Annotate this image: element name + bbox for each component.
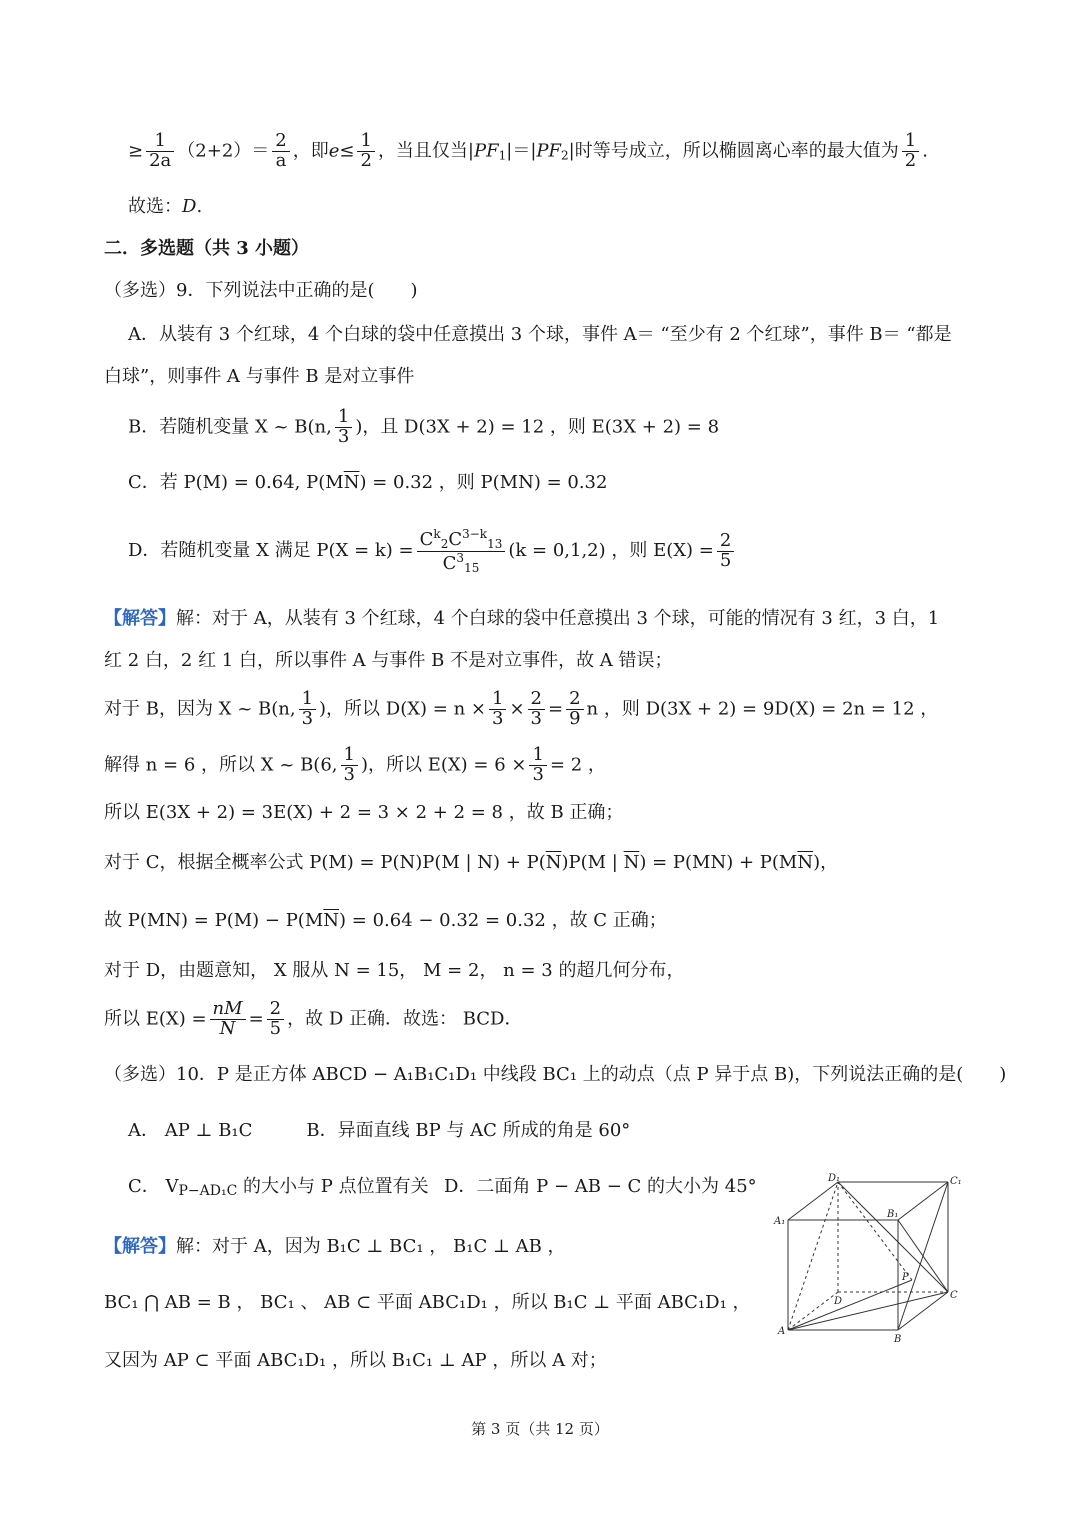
text: )P(M | bbox=[561, 852, 624, 873]
text: . bbox=[922, 140, 928, 162]
label-p: P bbox=[902, 1272, 909, 1283]
numerator: nM bbox=[210, 1000, 246, 1020]
text: 所以 E(X) = bbox=[104, 1008, 207, 1030]
fraction bbox=[341, 746, 358, 785]
q10-option-d: D．二面角 P − AB − C 的大小为 45° bbox=[444, 1176, 757, 1197]
cube-figure bbox=[768, 1172, 980, 1350]
numerator: 1 bbox=[146, 132, 174, 152]
text: ) = 0.32 ，则 P(MN) = 0.32 bbox=[359, 472, 608, 493]
sol9-line2: 红 2 白，2 红 1 白，所以事件 A 与事件 B 不是对立事件，故 A 错误； bbox=[104, 650, 673, 671]
numerator: 1 bbox=[357, 132, 374, 152]
text: )，所以 E(X) = 6 × bbox=[360, 754, 527, 776]
fraction bbox=[528, 690, 545, 729]
text: C．若 P(M) = 0.64, P(M bbox=[128, 472, 344, 493]
solution-tag: 【解答】 bbox=[104, 1236, 176, 1257]
pf2: PF bbox=[536, 140, 562, 162]
sol10-line2: BC₁ ⋂ AB = B ， BC₁ 、 AB ⊂ 平面 ABC₁D₁ ，所以 B₁C ⊥ 平面 ABC₁D₁ ， bbox=[104, 1292, 751, 1313]
answer-letter: D bbox=[182, 196, 197, 217]
c-symbol: C bbox=[442, 552, 457, 574]
variable-e: e bbox=[328, 140, 340, 162]
text: ) = P(MN) + P(M bbox=[639, 852, 798, 873]
text: × bbox=[509, 698, 525, 720]
subscript: 1 bbox=[498, 148, 507, 163]
sol9-line3 bbox=[104, 690, 938, 729]
text: ，故 D 正确．故选： BCD． bbox=[287, 1008, 523, 1030]
denominator: 5 bbox=[719, 549, 732, 571]
q9-stem: （多选）9．下列说法中正确的是( ) bbox=[104, 280, 418, 301]
fraction bbox=[272, 132, 289, 171]
geq-sign: ≥ bbox=[128, 140, 144, 162]
denominator: 3 bbox=[301, 707, 314, 729]
n-bar: $\overline{N}$ bbox=[623, 852, 640, 873]
denominator: N bbox=[219, 1017, 236, 1039]
fraction bbox=[717, 529, 734, 571]
n-bar: $\overline{N}$ bbox=[343, 472, 360, 493]
label-a1: A₁ bbox=[774, 1216, 786, 1227]
text: D．若随机变量 X 满足 P(X = k) = bbox=[128, 540, 414, 562]
fraction bbox=[529, 746, 546, 785]
text: . bbox=[196, 196, 203, 217]
denominator: 2 bbox=[360, 149, 372, 171]
section-title: 二．多选题（共 3 小题） bbox=[104, 238, 310, 259]
hidden-line-d1-p bbox=[838, 1182, 912, 1280]
fraction bbox=[357, 132, 374, 171]
fraction bbox=[489, 690, 506, 729]
text: 对于 B，因为 X ~ B(n, bbox=[104, 698, 296, 720]
text: n ，则 D(3X + 2) = 9D(X) = 2n = 12 ， bbox=[586, 698, 939, 720]
denominator: 2 bbox=[904, 149, 917, 171]
label-d1: D₁ bbox=[828, 1173, 841, 1184]
text: |时等号成立，所以椭圆离心率的最大值为 bbox=[568, 140, 899, 162]
text: = bbox=[248, 1008, 264, 1030]
q9-option-b bbox=[128, 408, 719, 447]
numerator: 1 bbox=[335, 408, 352, 428]
sol10-line1 bbox=[104, 1236, 566, 1258]
label-d: D bbox=[834, 1296, 843, 1307]
numerator: 2 bbox=[272, 132, 289, 152]
numerator: 1 bbox=[489, 690, 506, 710]
denominator: 3 bbox=[492, 707, 504, 729]
text: (k = 0,1,2) ，则 E(X) = bbox=[508, 540, 714, 562]
label-b: B bbox=[894, 1334, 902, 1345]
text: 解：对于 A，因为 B₁C ⊥ BC₁ ， B₁C ⊥ AB ， bbox=[176, 1236, 566, 1257]
numerator: 2 bbox=[717, 532, 734, 552]
text: )，且 D(3X + 2) = 12 ，则 E(3X + 2) = 8 bbox=[355, 416, 720, 438]
text: ，当且仅当| bbox=[377, 140, 475, 162]
superscript: k bbox=[433, 527, 441, 541]
numerator: 2 bbox=[566, 690, 583, 710]
text: ，即 bbox=[292, 140, 329, 162]
text: 故 P(MN) = P(M) − P(M bbox=[104, 910, 324, 931]
label-c1: C₁ bbox=[950, 1176, 962, 1187]
q9-option-d bbox=[128, 528, 737, 574]
solution-tag: 【解答】 bbox=[104, 608, 176, 629]
answer-prefix: 故选： bbox=[128, 196, 182, 217]
numerator: 1 bbox=[299, 690, 316, 710]
subscript: 15 bbox=[464, 560, 480, 575]
sol9-line5: 所以 E(3X + 2) = 3E(X) + 2 = 3 × 2 + 2 = 8 ，故 B 正确； bbox=[104, 802, 624, 823]
leq-sign: ≤ bbox=[339, 140, 355, 162]
edge-a1-d1 bbox=[788, 1182, 838, 1220]
q9-option-c bbox=[128, 472, 607, 494]
page-footer: 第 3 页（共 12 页） bbox=[471, 1420, 609, 1438]
text: = 2 ， bbox=[549, 754, 606, 776]
sol9-line4 bbox=[104, 746, 606, 785]
text: ) = 0.64 − 0.32 = 0.32 ，故 C 正确； bbox=[339, 910, 667, 931]
n-bar: $\overline{N}$ bbox=[545, 852, 562, 873]
line-d1-c bbox=[838, 1182, 948, 1292]
denominator: 3 bbox=[532, 763, 544, 785]
label-a: A bbox=[778, 1326, 786, 1337]
fraction bbox=[210, 1000, 246, 1039]
label-b1: B₁ bbox=[887, 1209, 899, 1220]
subscript: P−AD₁C bbox=[178, 1183, 238, 1199]
sol9-line8: 对于 D，由题意知， X 服从 N = 15， M = 2， n = 3 的超几何分布， bbox=[104, 960, 685, 981]
edge-b1-c1 bbox=[898, 1182, 948, 1220]
text: )，所以 D(X) = n × bbox=[319, 698, 486, 720]
denominator: 3 bbox=[343, 763, 355, 785]
hidden-line-a-d1 bbox=[788, 1182, 838, 1330]
n-bar: $\overline{N}$ bbox=[323, 910, 340, 931]
q10-option-c bbox=[128, 1176, 429, 1200]
label-c: C bbox=[950, 1290, 958, 1301]
subscript: 2 bbox=[440, 537, 449, 551]
text: 解：对于 A，从装有 3 个红球，4 个白球的袋中任意摸出 3 个球，可能的情况有 3 红，3 白，1 bbox=[176, 608, 940, 629]
sol9-line9 bbox=[104, 1000, 522, 1039]
text: )， bbox=[813, 852, 839, 873]
sol10-line3: 又因为 AP ⊂ 平面 ABC₁D₁ ，所以 B₁C₁ ⊥ AP ，所以 A 对； bbox=[104, 1350, 607, 1371]
inequality-line bbox=[128, 132, 928, 171]
text: |＝| bbox=[506, 140, 537, 162]
sol9-line7 bbox=[104, 910, 667, 932]
n-bar: $\overline{N}$ bbox=[797, 852, 814, 873]
text: （2+2）＝ bbox=[177, 140, 270, 162]
superscript: 3 bbox=[456, 550, 465, 565]
subscript: 2 bbox=[561, 148, 569, 163]
numerator bbox=[417, 528, 506, 552]
line-b-c1 bbox=[898, 1182, 948, 1330]
c-symbol: C bbox=[419, 529, 434, 550]
denominator: 3 bbox=[530, 707, 542, 729]
c-symbol: C bbox=[448, 529, 463, 550]
text: 的大小与 P 点位置有关 bbox=[237, 1176, 429, 1197]
denominator: 3 bbox=[337, 425, 350, 447]
fraction bbox=[902, 132, 919, 171]
numerator: 2 bbox=[528, 690, 545, 710]
sol9-line1 bbox=[104, 608, 939, 630]
denominator bbox=[417, 552, 506, 575]
text: 解得 n = 6 ，所以 X ~ B(6, bbox=[104, 754, 338, 776]
text: = bbox=[548, 698, 564, 720]
numerator: 2 bbox=[267, 1000, 284, 1020]
fraction bbox=[335, 408, 352, 447]
denominator: 5 bbox=[269, 1017, 282, 1039]
q9-option-a-line2: 白球”，则事件 A 与事件 B 是对立事件 bbox=[104, 366, 415, 387]
sol9-line6 bbox=[104, 852, 838, 874]
numerator: 1 bbox=[341, 746, 358, 766]
numerator: 1 bbox=[529, 746, 546, 766]
q10-stem: （多选）10．P 是正方体 ABCD − A₁B₁C₁D₁ 中线段 BC₁ 上的动点（点 P 异于点 B)，下列说法正确的是( ) bbox=[104, 1064, 1007, 1085]
subscript: 13 bbox=[487, 537, 503, 551]
text: C． V bbox=[128, 1176, 179, 1197]
text: B．若随机变量 X ~ B(n, bbox=[128, 416, 332, 438]
combination-fraction bbox=[417, 528, 506, 574]
denominator: a bbox=[275, 149, 287, 171]
q10-options-ab: A． AP ⊥ B₁C B．异面直线 BP 与 AC 所成的角是 60° bbox=[128, 1120, 631, 1141]
numerator: 1 bbox=[902, 132, 919, 152]
fraction bbox=[146, 132, 174, 171]
fraction bbox=[267, 1000, 284, 1039]
denominator: 9 bbox=[569, 707, 581, 729]
superscript: 3−k bbox=[462, 527, 488, 541]
fraction bbox=[566, 690, 583, 729]
q9-option-a-line1: A．从装有 3 个红球，4 个白球的袋中任意摸出 3 个球，事件 A＝ “至少有 2 个红球”，事件 B＝ “都是 bbox=[128, 324, 952, 345]
pf1: PF bbox=[474, 140, 499, 162]
denominator: 2a bbox=[149, 149, 172, 171]
answer-q8 bbox=[128, 196, 202, 218]
fraction bbox=[299, 690, 316, 729]
text: 对于 C，根据全概率公式 P(M) = P(N)P(M | N) + P( bbox=[104, 852, 546, 873]
